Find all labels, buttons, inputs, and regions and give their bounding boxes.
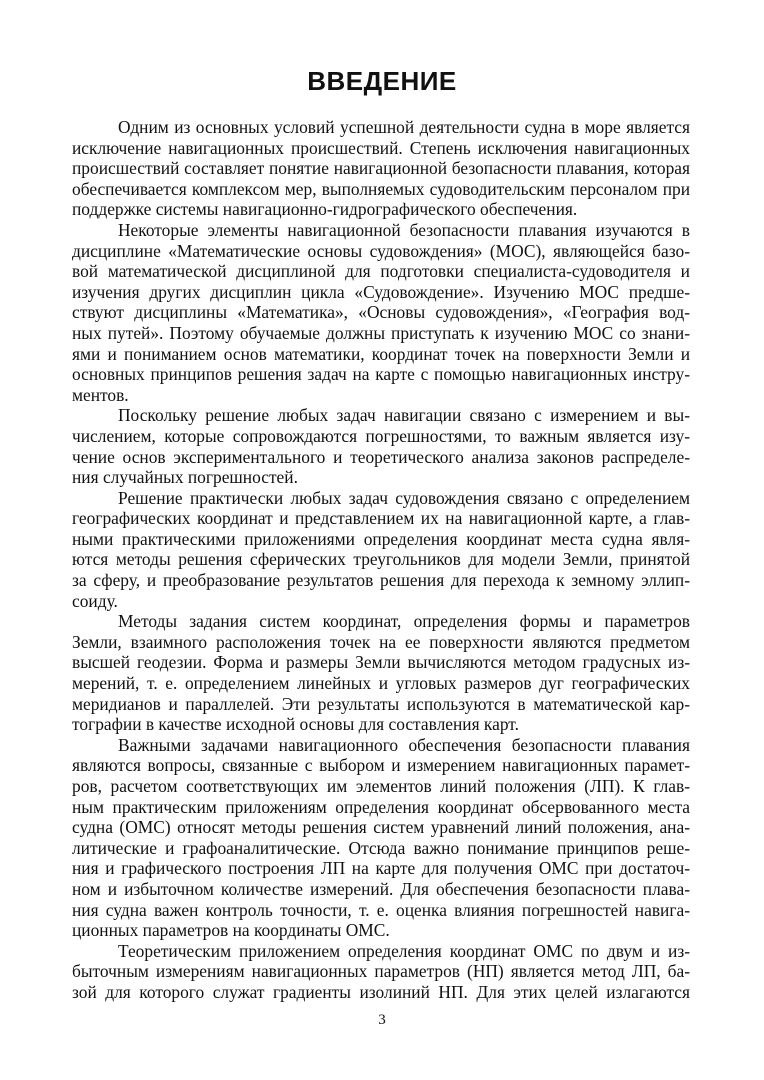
text-line: ров, расчетом соответствующих им элементов линий положения (ЛП). К глав- (72, 776, 690, 796)
text-line: Земли, взаимного расположения точек на ее поверхности являются предметом (72, 631, 690, 652)
text-line: меридианов и параллелей. Эти результаты используются в математической кар- (72, 693, 690, 714)
text-line: ном и избыточном количестве измерений. Для обеспечения безопасности плава- (72, 878, 690, 899)
text-line: исключение навигационных происшествий. Степень исключения навигационных (72, 137, 690, 158)
text-line: ных путей». Поэтому обучаемые должны приступать к изучению МОС со знани- (72, 322, 690, 343)
text-line: Важными задачами навигационного обеспечения безопасности плавания (118, 734, 690, 755)
text-line: тографии в качестве исходной основы для составления карт. (72, 714, 519, 735)
text-line: изучения других дисциплин цикла «Судовождение». Изучению МОС предше- (72, 281, 690, 302)
text-line: Некоторые элементы навигационной безопасности плавания изучаются в (118, 219, 690, 240)
text-line: быточным измерениям навигационных параметров (НП) является метод ЛП, ба- (72, 961, 690, 982)
text-line: ными практическими приложениями определения координат места судна явля- (72, 528, 690, 549)
text-line: вой математической дисциплиной для подготовки специалиста-судоводителя и (72, 261, 690, 282)
text-line: ния судна важен контроль точности, т. е. оценка влияния погрешностей навига- (72, 899, 690, 920)
text-line: ментов. (72, 384, 129, 405)
text-line: Теоретическим приложением определения координат ОМС по двум и из- (118, 940, 690, 961)
text-line: являются вопросы, связанные с выбором и измерением навигационных парамет- (72, 755, 690, 776)
text-line: ния и графического построения ЛП на карте для получения ОМС при достаточ- (72, 858, 690, 879)
text-line: географических координат и представлением их на навигационной карте, а глав- (72, 508, 690, 529)
paragraph (72, 735, 690, 941)
text-line: литические и графоаналитические. Отсюда важно понимание принципов реше- (72, 837, 690, 858)
text-line: ционных параметров на координаты ОМС. (72, 920, 390, 941)
page-title: ВВЕДЕНИЕ (307, 66, 457, 96)
text-line: высшей геодезии. Форма и размеры Земли вычисляются методом градусных из- (72, 652, 690, 673)
text-line: соиду. (72, 590, 118, 611)
page-number: 3 (378, 1012, 386, 1028)
text-line: числением, которые сопровождаются погрешностями, то важным является изу- (72, 425, 690, 446)
text-line: дисциплине «Математические основы судовождения» (МОС), являющейся базо- (72, 240, 690, 261)
text-line: ствуют дисциплины «Математика», «Основы судовождения», «География вод- (72, 302, 690, 323)
text-line: Методы задания систем координат, определения формы и параметров (118, 611, 690, 632)
text-line: Поскольку решение любых задач навигации связано с измерением и вы- (118, 405, 690, 426)
paragraph (72, 941, 690, 1003)
text-line: происшествий составляет понятие навигационной безопасности плавания, которая (72, 158, 690, 179)
text-line: Решение практически любых задач судовождения связано с определением (118, 487, 690, 508)
text-line: за сферу, и преобразование результатов решения для перехода к земному эллип- (72, 570, 690, 591)
text-line: ния случайных погрешностей. (72, 467, 298, 488)
paragraph (72, 611, 690, 735)
paragraph (72, 405, 690, 487)
text-line: ным практическим приложениям определения координат обсервованного места (72, 796, 690, 817)
text-line: поддержке системы навигационно-гидрографического обеспечения. (72, 199, 578, 220)
text-line: Одним из основных условий успешной деятельности судна в море является (118, 117, 690, 137)
paragraph (72, 488, 690, 612)
text-line: зой для которого служат градиенты изолиний НП. Для этих целей излагаются (72, 981, 690, 1002)
text-line: чение основ экспериментального и теоретического анализа законов распределе- (72, 446, 690, 467)
text-line: ются методы решения сферических треугольников для модели Земли, принятой (72, 549, 690, 570)
text-line: обеспечивается комплексом мер, выполняемых судоводительским персоналом при (72, 178, 690, 199)
text-line: судна (ОМС) относят методы решения систем уравнений линий положения, ана- (72, 817, 690, 838)
paragraph (72, 220, 690, 405)
text-line: мерений, т. е. определением линейных и угловых размеров дуг географических (72, 673, 690, 694)
text-line: основных принципов решения задач на карте с помощью навигационных инстру- (72, 364, 690, 385)
body-text (72, 117, 690, 1003)
paragraph (72, 117, 690, 220)
text-line: ями и пониманием основ математики, координат точек на поверхности Земли и (72, 343, 690, 364)
